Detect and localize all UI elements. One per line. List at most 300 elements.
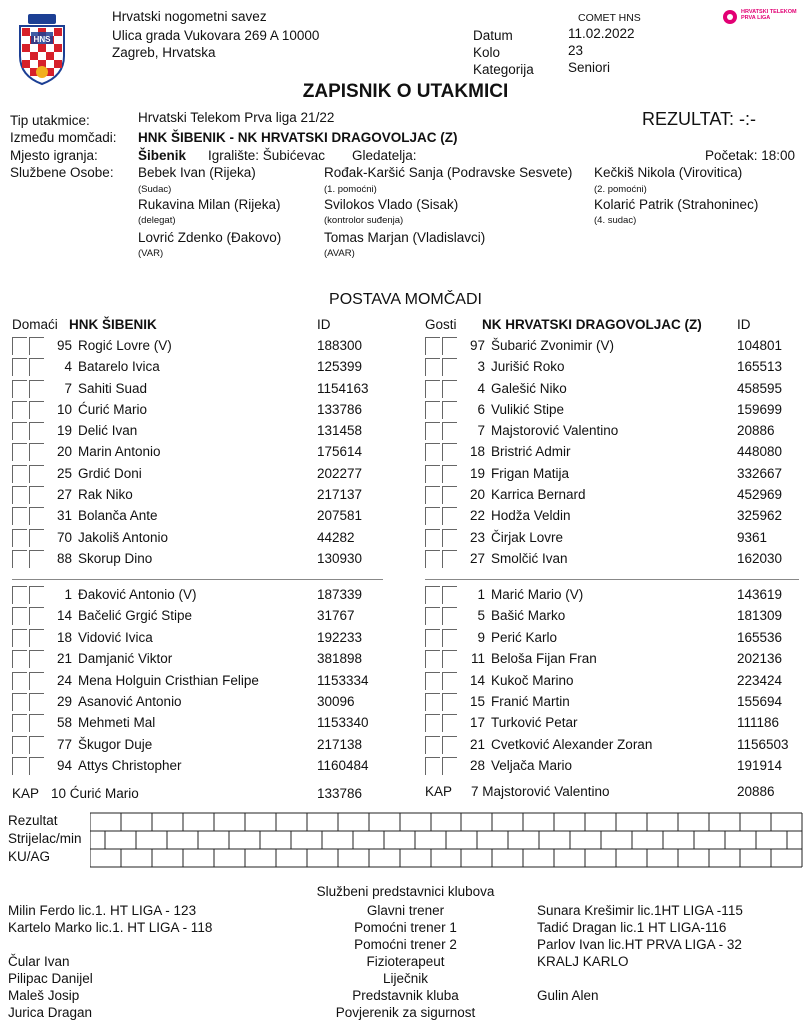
hns-crest-logo	[18, 12, 66, 86]
player-id: 44282	[317, 529, 355, 545]
player-name: Kukoč Marino	[491, 672, 574, 688]
club-official-role: Pomoćni trener 2	[354, 937, 457, 952]
player-checkbox[interactable]	[29, 337, 44, 355]
player-number: 21	[469, 736, 485, 752]
player-name: Mena Holguin Cristhian Felipe	[78, 672, 259, 688]
home-kap-name: 10 Ćurić Mario	[51, 786, 139, 801]
score-grid	[90, 812, 806, 870]
player-checkbox[interactable]	[12, 465, 27, 483]
official-role: (2. pomoćni)	[594, 184, 647, 195]
player-checkbox[interactable]	[442, 607, 457, 625]
player-id: 458595	[737, 380, 783, 396]
club-official-role: Pomoćni trener 1	[354, 920, 457, 935]
grid-label-kuag: KU/AG	[8, 849, 51, 864]
player-checkbox[interactable]	[425, 486, 440, 504]
divider	[12, 579, 383, 580]
player-row	[12, 649, 412, 670]
player-row	[12, 756, 412, 777]
player-checkbox[interactable]	[442, 401, 457, 419]
player-number: 77	[56, 736, 72, 752]
player-checkbox[interactable]	[29, 757, 44, 775]
player-name: Majstorović Valentino	[491, 423, 619, 439]
player-id: 130930	[317, 550, 363, 566]
player-row	[425, 756, 811, 777]
player-row	[12, 400, 412, 421]
player-checkbox[interactable]	[29, 650, 44, 668]
player-row	[12, 628, 412, 649]
player-checkbox[interactable]	[12, 736, 27, 754]
player-number: 97	[469, 338, 485, 353]
player-checkbox[interactable]	[29, 465, 44, 483]
home-kap-label: KAP	[12, 786, 40, 801]
federation-name: Hrvatski nogometni savez	[112, 9, 267, 24]
player-id: 217138	[317, 736, 363, 752]
player-name: Delić Ivan	[78, 423, 138, 439]
player-number: 27	[56, 487, 72, 503]
player-checkbox[interactable]	[425, 465, 440, 483]
home-id-header: ID	[317, 317, 331, 332]
player-name: Rak Niko	[78, 487, 133, 503]
player-checkbox[interactable]	[425, 401, 440, 419]
player-row	[425, 628, 811, 649]
teams-label: Između momčadi:	[10, 130, 117, 145]
svg-text:HNS: HNS	[33, 35, 51, 44]
player-id: 192233	[317, 629, 363, 645]
away-kap-name: 7 Majstorović Valentino	[471, 784, 610, 799]
player-row	[12, 713, 412, 734]
player-checkbox[interactable]	[425, 714, 440, 732]
player-id: 1156503	[737, 736, 789, 752]
club-official-role: Predstavnik kluba	[352, 988, 459, 1003]
player-id: 448080	[737, 444, 783, 460]
player-checkbox[interactable]	[29, 714, 44, 732]
player-checkbox[interactable]	[29, 401, 44, 419]
player-checkbox[interactable]	[12, 550, 27, 568]
player-checkbox[interactable]	[425, 443, 440, 461]
start-time: Početak: 18:00	[705, 148, 796, 163]
player-name: Škugor Duje	[78, 736, 153, 752]
player-row	[425, 713, 811, 734]
player-number: 25	[56, 465, 72, 481]
grid-label-strijelac: Strijelac/min	[8, 831, 82, 846]
tip-value: Hrvatski Telekom Prva liga 21/22	[138, 110, 335, 125]
player-row	[12, 692, 412, 713]
player-id: 191914	[737, 758, 783, 774]
official-role: (VAR)	[138, 248, 164, 259]
player-id: 143619	[737, 587, 783, 602]
result: REZULTAT: -:-	[642, 109, 756, 129]
player-row	[12, 585, 412, 606]
player-id: 381898	[317, 651, 363, 667]
player-name: Bolanča Ante	[78, 508, 158, 524]
club-official-role: Fizioterapeut	[366, 954, 445, 969]
pitch-value: Igralište: Šubićevac	[208, 148, 326, 163]
player-checkbox[interactable]	[442, 693, 457, 711]
player-id: 131458	[317, 423, 363, 439]
divider	[425, 579, 799, 580]
player-row	[425, 649, 811, 670]
spectators-label: Gledatelja:	[352, 148, 417, 163]
player-row	[12, 464, 412, 485]
player-name: Batarelo Ivica	[78, 359, 160, 375]
player-checkbox[interactable]	[425, 693, 440, 711]
player-checkbox[interactable]	[425, 736, 440, 754]
kategorija-label: Kategorija	[473, 62, 534, 77]
player-checkbox[interactable]	[12, 629, 27, 647]
player-checkbox[interactable]	[425, 586, 440, 604]
player-id: 1153340	[317, 715, 369, 731]
home-club-official: Kartelo Marko lic.1. HT LIGA - 118	[8, 920, 213, 935]
federation-address: Ulica grada Vukovara 269 A 10000	[112, 28, 320, 43]
player-number: 70	[56, 529, 72, 545]
player-number: 88	[56, 550, 72, 566]
official-role: (delegat)	[138, 215, 176, 226]
player-number: 18	[469, 444, 485, 460]
home-kap-id: 133786	[317, 786, 363, 801]
player-name: Skorup Dino	[78, 550, 153, 566]
player-number: 1	[477, 587, 485, 602]
tip-label: Tip utakmice:	[10, 113, 90, 128]
player-number: 21	[56, 651, 72, 667]
player-name: Čirjak Lovre	[491, 529, 564, 545]
player-name: Hodža Veldin	[491, 508, 571, 524]
player-number: 4	[477, 380, 485, 396]
player-row	[425, 549, 811, 570]
player-name: Ćurić Mario	[78, 401, 148, 417]
player-number: 7	[64, 380, 72, 396]
player-checkbox[interactable]	[12, 486, 27, 504]
datum-value: 11.02.2022	[568, 26, 635, 41]
comet-label: COMET HNS	[578, 12, 641, 24]
player-number: 28	[469, 758, 485, 774]
player-name: Đaković Antonio (V)	[78, 587, 197, 602]
player-number: 14	[56, 608, 72, 624]
player-number: 94	[56, 758, 72, 774]
player-row	[12, 506, 412, 527]
player-row	[425, 485, 811, 506]
player-number: 6	[477, 401, 485, 417]
venue-label: Mjesto igranja:	[10, 148, 98, 163]
player-name: Karrica Bernard	[491, 487, 586, 503]
player-checkbox[interactable]	[425, 507, 440, 525]
official-role: (kontrolor suđenja)	[324, 215, 404, 226]
player-id: 125399	[317, 359, 363, 375]
player-checkbox[interactable]	[29, 380, 44, 398]
lineup-title: POSTAVA MOMČADI	[329, 291, 482, 308]
player-name: Marić Mario (V)	[491, 587, 584, 602]
player-id: 202277	[317, 465, 363, 481]
player-row	[12, 379, 412, 400]
player-row	[425, 692, 811, 713]
player-row	[425, 357, 811, 378]
official-role: (1. pomoćni)	[324, 184, 377, 195]
home-label: Domaći	[12, 317, 58, 332]
player-checkbox[interactable]	[12, 529, 27, 547]
player-row	[425, 671, 811, 692]
player-name: Asanović Antonio	[78, 693, 182, 709]
player-name: Rogić Lovre (V)	[78, 338, 172, 353]
away-label: Gosti	[425, 317, 457, 332]
player-id: 202136	[737, 651, 783, 667]
player-checkbox[interactable]	[425, 650, 440, 668]
player-checkbox[interactable]	[442, 443, 457, 461]
home-club-official: Pilipac Danijel	[8, 971, 93, 986]
player-name: Bačelić Grgić Stipe	[78, 608, 193, 624]
player-number: 5	[477, 608, 485, 624]
player-name: Galešić Niko	[491, 380, 567, 396]
player-checkbox[interactable]	[12, 337, 27, 355]
player-name: Jakoliš Antonio	[78, 529, 169, 545]
player-id: 181309	[737, 608, 783, 624]
player-row	[12, 549, 412, 570]
player-id: 187339	[317, 587, 363, 602]
home-club-official: Čular Ivan	[8, 954, 70, 969]
player-checkbox[interactable]	[425, 550, 440, 568]
away-club-official: Parlov Ivan lic.HT PRVA LIGA - 32	[537, 937, 742, 952]
player-checkbox[interactable]	[12, 672, 27, 690]
home-team: HNK ŠIBENIK	[69, 317, 157, 332]
player-row	[12, 528, 412, 549]
away-kap-id: 20886	[737, 784, 775, 799]
official-role: (AVAR)	[324, 248, 355, 259]
player-checkbox[interactable]	[29, 507, 44, 525]
ht-logo-text: HRVATSKI TELEKOM PRVA LIGA	[741, 9, 797, 21]
player-name: Vidović Ivica	[78, 629, 153, 645]
player-number: 18	[56, 629, 72, 645]
home-starters-list	[12, 336, 412, 570]
player-checkbox[interactable]	[425, 672, 440, 690]
federation-city: Zagreb, Hrvatska	[112, 45, 216, 60]
player-checkbox[interactable]	[12, 443, 27, 461]
player-checkbox[interactable]	[29, 607, 44, 625]
player-name: Attys Christopher	[78, 758, 182, 774]
player-number: 19	[56, 423, 72, 439]
player-id: 133786	[317, 401, 363, 417]
player-name: Veljača Mario	[491, 758, 573, 774]
player-number: 1	[64, 587, 72, 602]
player-id: 162030	[737, 550, 783, 566]
player-id: 31767	[317, 608, 355, 624]
player-checkbox[interactable]	[442, 486, 457, 504]
page-title: ZAPISNIK O UTAKMICI	[302, 81, 509, 102]
player-checkbox[interactable]	[442, 465, 457, 483]
official-name: Rukavina Milan (Rijeka)	[138, 197, 281, 212]
player-checkbox[interactable]	[425, 380, 440, 398]
player-id: 165513	[737, 359, 783, 375]
player-row	[425, 606, 811, 627]
player-id: 175614	[317, 444, 363, 460]
player-checkbox[interactable]	[425, 422, 440, 440]
player-checkbox[interactable]	[12, 401, 27, 419]
player-number: 19	[469, 465, 485, 481]
player-checkbox[interactable]	[442, 550, 457, 568]
player-row	[12, 336, 412, 357]
home-subs-list	[12, 585, 412, 778]
player-checkbox[interactable]	[12, 650, 27, 668]
away-club-official: Sunara Krešimir lic.1HT LIGA -115	[537, 903, 743, 918]
datum-label: Datum	[473, 28, 513, 43]
home-club-official: Milin Ferdo lic.1. HT LIGA - 123	[8, 903, 197, 918]
player-id: 9361	[737, 529, 768, 545]
player-name: Turković Petar	[491, 715, 578, 731]
player-checkbox[interactable]	[12, 586, 27, 604]
player-name: Cvetković Alexander Zoran	[491, 736, 653, 752]
player-checkbox[interactable]	[425, 529, 440, 547]
player-checkbox[interactable]	[12, 693, 27, 711]
player-checkbox[interactable]	[442, 650, 457, 668]
player-id: 104801	[737, 338, 783, 353]
away-starters-list	[425, 336, 811, 570]
official-name: Tomas Marjan (Vladislavci)	[324, 230, 486, 245]
player-checkbox[interactable]	[29, 693, 44, 711]
player-checkbox[interactable]	[29, 586, 44, 604]
away-subs-list	[425, 585, 811, 778]
player-row	[12, 485, 412, 506]
player-id: 452969	[737, 487, 783, 503]
away-club-official: Tadić Dragan lic.1 HT LIGA-116	[537, 920, 727, 935]
player-row	[425, 421, 811, 442]
player-row	[425, 379, 811, 400]
official-name: Svilokos Vlado (Sisak)	[324, 197, 459, 212]
player-row	[425, 336, 811, 357]
player-id: 1160484	[317, 758, 369, 774]
away-club-official: KRALJ KARLO	[537, 954, 629, 969]
player-id: 188300	[317, 338, 363, 353]
player-checkbox[interactable]	[442, 380, 457, 398]
player-number: 11	[470, 651, 485, 667]
player-id: 207581	[317, 508, 363, 524]
player-number: 14	[469, 672, 485, 688]
player-checkbox[interactable]	[442, 507, 457, 525]
official-name: Lovrić Zdenko (Đakovo)	[138, 230, 282, 245]
player-checkbox[interactable]	[442, 736, 457, 754]
player-row	[12, 421, 412, 442]
ht-prva-liga-logo	[721, 9, 807, 25]
player-number: 23	[469, 529, 485, 545]
club-official-role: Glavni trener	[366, 903, 445, 918]
player-checkbox[interactable]	[29, 358, 44, 376]
player-checkbox[interactable]	[29, 629, 44, 647]
player-checkbox[interactable]	[12, 358, 27, 376]
player-id: 1153334	[317, 672, 369, 688]
official-name: Bebek Ivan (Rijeka)	[138, 165, 256, 180]
away-id-header: ID	[737, 317, 751, 332]
club-official-role: Povjerenik za sigurnost	[335, 1005, 476, 1020]
player-row	[12, 442, 412, 463]
player-id: 1154163	[317, 380, 369, 396]
player-id: 165536	[737, 629, 783, 645]
player-checkbox[interactable]	[442, 337, 457, 355]
player-checkbox[interactable]	[29, 736, 44, 754]
player-checkbox[interactable]	[12, 607, 27, 625]
player-name: Vulikić Stipe	[491, 401, 565, 417]
player-name: Damjanić Viktor	[78, 651, 173, 667]
player-name: Smolčić Ivan	[491, 550, 568, 566]
player-row	[425, 442, 811, 463]
teams-value: HNK ŠIBENIK - NK HRVATSKI DRAGOVOLJAC (Z)	[138, 130, 458, 145]
player-id: 325962	[737, 508, 783, 524]
player-checkbox[interactable]	[29, 529, 44, 547]
player-number: 3	[477, 359, 485, 375]
player-checkbox[interactable]	[29, 443, 44, 461]
official-name: Kečkiš Nikola (Virovitica)	[594, 165, 743, 180]
player-number: 7	[477, 423, 485, 439]
player-checkbox[interactable]	[29, 486, 44, 504]
player-row	[12, 735, 412, 756]
club-official-role: Liječnik	[382, 971, 429, 986]
player-id: 223424	[737, 672, 783, 688]
player-checkbox[interactable]	[425, 757, 440, 775]
officials-label: Službene Osobe:	[10, 165, 114, 180]
player-checkbox[interactable]	[12, 714, 27, 732]
player-checkbox[interactable]	[29, 672, 44, 690]
player-number: 20	[56, 444, 72, 460]
player-checkbox[interactable]	[12, 380, 27, 398]
player-checkbox[interactable]	[442, 757, 457, 775]
player-checkbox[interactable]	[442, 714, 457, 732]
player-number: 29	[56, 693, 72, 709]
away-kap-label: KAP	[425, 784, 453, 799]
player-id: 111186	[737, 715, 780, 731]
player-id: 30096	[317, 693, 355, 709]
player-checkbox[interactable]	[12, 422, 27, 440]
player-checkbox[interactable]	[442, 422, 457, 440]
player-checkbox[interactable]	[12, 507, 27, 525]
player-number: 17	[469, 715, 485, 731]
player-name: Perić Karlo	[491, 629, 558, 645]
player-checkbox[interactable]	[442, 672, 457, 690]
player-id: 20886	[737, 423, 775, 439]
player-checkbox[interactable]	[425, 607, 440, 625]
player-checkbox[interactable]	[12, 757, 27, 775]
player-id: 159699	[737, 401, 783, 417]
player-id: 217137	[317, 487, 363, 503]
player-name: Marin Antonio	[78, 444, 161, 460]
player-checkbox[interactable]	[425, 337, 440, 355]
player-row	[425, 464, 811, 485]
home-club-official: Maleš Josip	[8, 988, 80, 1003]
official-name: Rođak-Karšić Sanja (Podravske Sesvete)	[324, 165, 573, 180]
player-checkbox[interactable]	[29, 550, 44, 568]
player-checkbox[interactable]	[425, 629, 440, 647]
player-checkbox[interactable]	[442, 358, 457, 376]
player-number: 10	[56, 401, 72, 417]
kolo-label: Kolo	[473, 45, 501, 60]
player-name: Grdić Doni	[78, 465, 142, 481]
away-club-official: Gulin Alen	[537, 988, 599, 1003]
player-number: 31	[56, 508, 72, 524]
player-id: 332667	[737, 465, 783, 481]
player-checkbox[interactable]	[442, 529, 457, 547]
player-checkbox[interactable]	[442, 586, 457, 604]
kategorija-value: Seniori	[568, 60, 611, 75]
player-checkbox[interactable]	[442, 629, 457, 647]
player-checkbox[interactable]	[29, 422, 44, 440]
player-row	[425, 735, 811, 756]
player-checkbox[interactable]	[425, 358, 440, 376]
player-name: Šubarić Zvonimir (V)	[491, 338, 615, 353]
player-name: Bašić Marko	[491, 608, 566, 624]
player-number: 24	[56, 672, 72, 688]
player-number: 20	[469, 487, 485, 503]
player-row	[425, 400, 811, 421]
player-number: 15	[469, 693, 485, 709]
player-number: 4	[64, 359, 72, 375]
player-row	[425, 506, 811, 527]
venue-value: Šibenik	[138, 148, 187, 163]
player-row	[12, 357, 412, 378]
grid-label-rezultat: Rezultat	[8, 813, 58, 828]
